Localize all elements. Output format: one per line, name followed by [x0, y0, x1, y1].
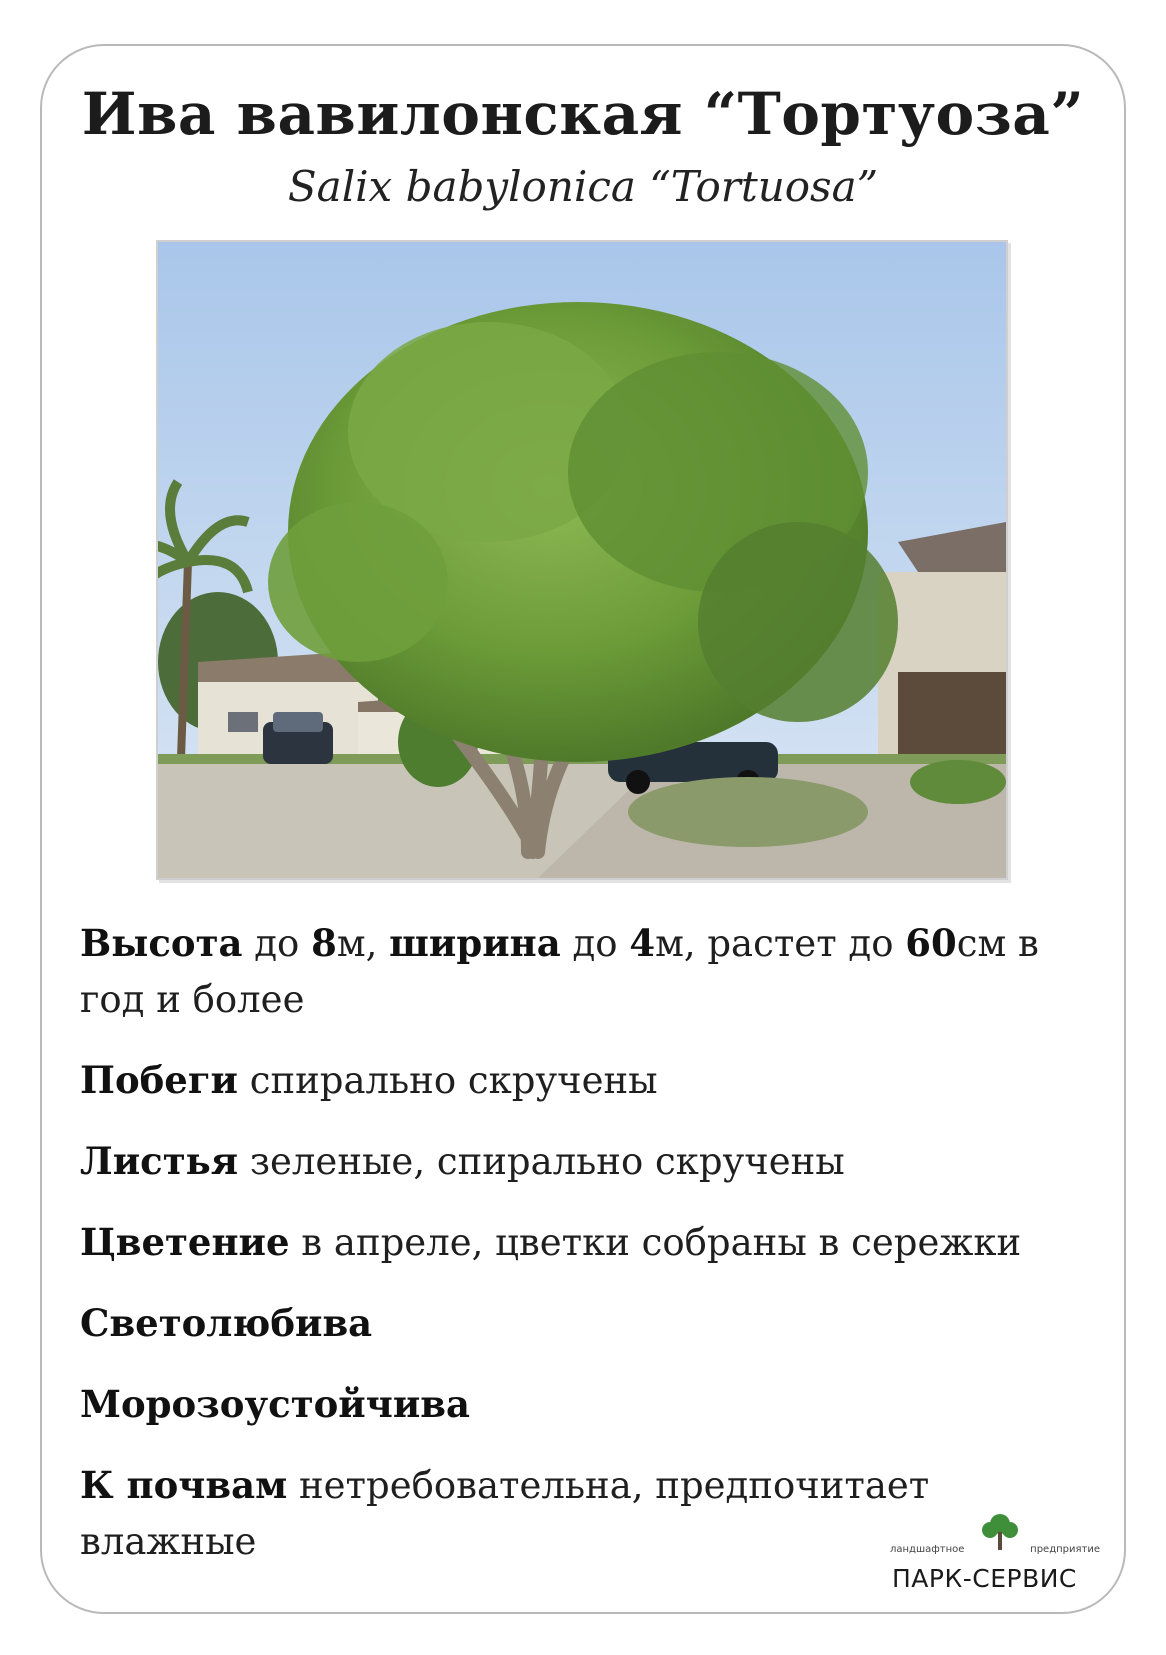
fact-label: Листья: [80, 1139, 239, 1183]
fact-leaves: [80, 1133, 1080, 1190]
latin-name: Salix babylonica “Tortuosa”: [287, 162, 879, 211]
fact-label: Морозоустойчива: [80, 1382, 470, 1426]
page-title: Ива вавилонская “Тортуоза”: [81, 80, 1085, 148]
fact-text: см в год и более: [80, 922, 1039, 1021]
fact-value: 60: [905, 921, 957, 965]
shrub: [628, 777, 868, 847]
fact-size: [80, 915, 1080, 1028]
tree-crown-side: [268, 502, 448, 662]
fact-light: [80, 1295, 1080, 1352]
logo-tagline-left: ландшафтное: [890, 1544, 965, 1555]
fact-label: Цветение: [80, 1220, 290, 1264]
logo-tagline: [890, 1544, 1100, 1555]
fact-label: ширина: [389, 921, 561, 965]
fact-flowering: [80, 1214, 1080, 1271]
fact-shoots: [80, 1052, 1080, 1109]
fact-text: спирально скручены: [237, 1059, 658, 1102]
fact-text: до: [560, 922, 630, 965]
parked-car-window: [273, 712, 323, 732]
fact-label: Высота: [80, 921, 243, 965]
fact-text: в апреле, цветки собраны в сережки: [289, 1221, 1022, 1264]
fact-value: 4: [629, 921, 656, 965]
car-wheel: [626, 770, 650, 794]
fact-label: К почвам: [80, 1463, 288, 1507]
fact-value: 8: [311, 921, 337, 965]
logo-name: ПАРК-СЕРВИС: [892, 1564, 1077, 1593]
tree-photo-illustration: [158, 242, 1006, 878]
tree-crown-shade: [698, 522, 898, 722]
tree-photo: [156, 240, 1008, 880]
fact-text: м, растет до: [655, 922, 906, 965]
fact-label: Светолюбива: [80, 1301, 373, 1345]
fact-label: Побеги: [80, 1058, 238, 1102]
fact-text: нетребовательна, предпочитает влажные: [80, 1464, 930, 1563]
house-window: [228, 712, 258, 732]
fact-text: м,: [336, 922, 390, 965]
shrub: [910, 760, 1006, 804]
fact-text: зеленые, спирально скручены: [238, 1140, 845, 1183]
fact-text: до: [242, 922, 312, 965]
company-logo: [890, 1530, 1110, 1600]
facts-list: [80, 915, 1080, 1594]
logo-tagline-right: предприятие: [1030, 1544, 1100, 1555]
fact-frost: [80, 1376, 1080, 1433]
